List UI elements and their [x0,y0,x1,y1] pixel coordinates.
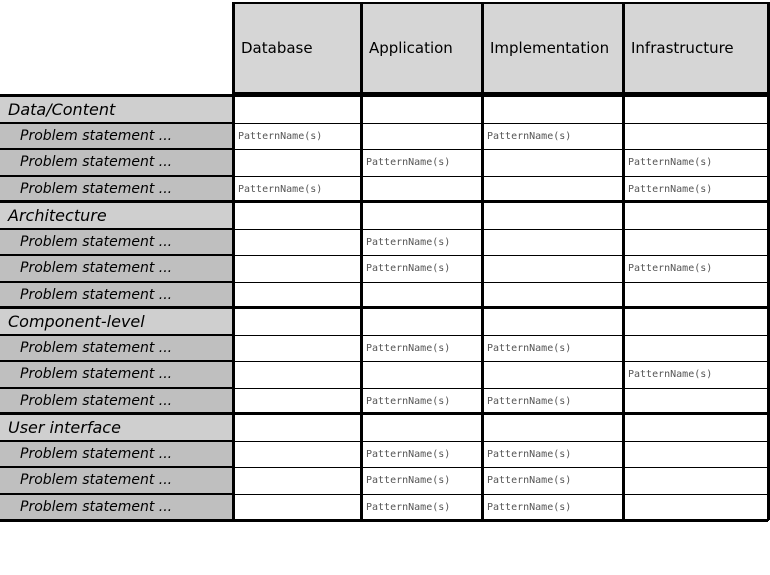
column-header-label: Database [241,39,313,57]
empty-cell [361,123,483,151]
empty-cell [623,335,769,363]
empty-cell [482,414,624,442]
empty-cell [623,467,769,495]
empty-cell [623,282,769,310]
empty-cell [361,176,483,204]
pattern-cell [482,441,624,469]
column-header-label: Application [369,39,453,57]
empty-cell [233,441,362,469]
section-title: Data/Content [0,96,233,123]
pattern-cell [623,255,769,283]
problem-statement: Problem statement ... [0,176,233,203]
column-header-implementation [482,2,625,94]
pattern-name: PatternName(s) [628,369,713,381]
empty-cell [482,149,624,177]
pattern-cell [361,229,483,257]
column-divider [481,2,484,520]
pattern-name: PatternName(s) [628,157,713,169]
pattern-name: PatternName(s) [366,342,451,354]
empty-cell [623,202,769,230]
empty-cell [233,361,362,389]
pattern-cell [482,467,624,495]
pattern-cell [233,123,362,151]
empty-cell [482,202,624,230]
pattern-name: PatternName(s) [487,130,572,142]
pattern-name: PatternName(s) [366,448,451,460]
empty-cell [623,229,769,257]
empty-cell [482,255,624,283]
empty-cell [482,96,624,124]
pattern-name: PatternName(s) [487,395,572,407]
empty-cell [623,388,769,416]
empty-cell [233,467,362,495]
problem-statement: Problem statement ... [0,361,233,388]
pattern-cell [623,149,769,177]
pattern-cell [361,255,483,283]
pattern-name: PatternName(s) [628,263,713,275]
empty-cell [233,494,362,522]
empty-cell [482,308,624,336]
empty-cell [361,361,483,389]
empty-cell [233,282,362,310]
pattern-cell [361,494,483,522]
problem-statement: Problem statement ... [0,282,233,309]
empty-cell [233,255,362,283]
empty-cell [482,229,624,257]
section-divider [0,200,768,203]
pattern-name: PatternName(s) [366,263,451,275]
column-divider [232,2,235,520]
empty-cell [233,388,362,416]
problem-statement: Problem statement ... [0,149,233,176]
column-header-application [361,2,484,94]
problem-statement: Problem statement ... [0,494,233,521]
table-bottom-border [0,519,768,522]
pattern-name: PatternName(s) [238,130,323,142]
empty-cell [482,361,624,389]
problem-statement: Problem statement ... [0,123,233,150]
pattern-cell [623,361,769,389]
empty-cell [623,494,769,522]
pattern-name: PatternName(s) [487,448,572,460]
pattern-name: PatternName(s) [487,342,572,354]
pattern-cell [361,149,483,177]
section-title: Component-level [0,308,233,335]
empty-cell [623,308,769,336]
empty-cell [233,96,362,124]
pattern-name: PatternName(s) [366,395,451,407]
empty-cell [361,96,483,124]
column-divider [360,2,363,520]
section-title: Architecture [0,202,233,229]
pattern-name: PatternName(s) [487,501,572,513]
problem-statement: Problem statement ... [0,441,233,468]
pattern-cell [233,176,362,204]
empty-cell [623,414,769,442]
column-header-infrastructure [623,2,770,94]
empty-cell [233,414,362,442]
pattern-name: PatternName(s) [366,475,451,487]
section-divider [0,306,768,309]
empty-cell [233,335,362,363]
pattern-cell [361,467,483,495]
pattern-name: PatternName(s) [366,236,451,248]
column-divider [622,2,625,520]
pattern-name: PatternName(s) [366,501,451,513]
problem-statement: Problem statement ... [0,467,233,494]
section-title: User interface [0,414,233,441]
section-divider [0,94,768,97]
empty-cell [361,414,483,442]
column-header-label: Infrastructure [631,39,734,57]
problem-statement: Problem statement ... [0,255,233,282]
empty-cell [623,441,769,469]
pattern-cell [361,441,483,469]
empty-cell [623,96,769,124]
problem-statement: Problem statement ... [0,335,233,362]
problem-statement: Problem statement ... [0,388,233,415]
empty-cell [482,282,624,310]
empty-cell [233,308,362,336]
pattern-cell [482,494,624,522]
empty-cell [233,229,362,257]
pattern-name: PatternName(s) [487,475,572,487]
pattern-cell [361,335,483,363]
pattern-cell [482,123,624,151]
problem-statement: Problem statement ... [0,229,233,256]
empty-cell [233,149,362,177]
empty-cell [361,308,483,336]
pattern-cell [482,388,624,416]
pattern-cell [623,176,769,204]
column-header-database [233,2,363,94]
pattern-cell [482,335,624,363]
empty-cell [361,202,483,230]
section-divider [0,412,768,415]
empty-cell [623,123,769,151]
empty-cell [482,176,624,204]
pattern-cell [361,388,483,416]
empty-cell [361,282,483,310]
pattern-name: PatternName(s) [628,183,713,195]
empty-cell [233,202,362,230]
pattern-name: PatternName(s) [366,157,451,169]
column-header-label: Implementation [490,39,610,57]
pattern-name: PatternName(s) [238,183,323,195]
